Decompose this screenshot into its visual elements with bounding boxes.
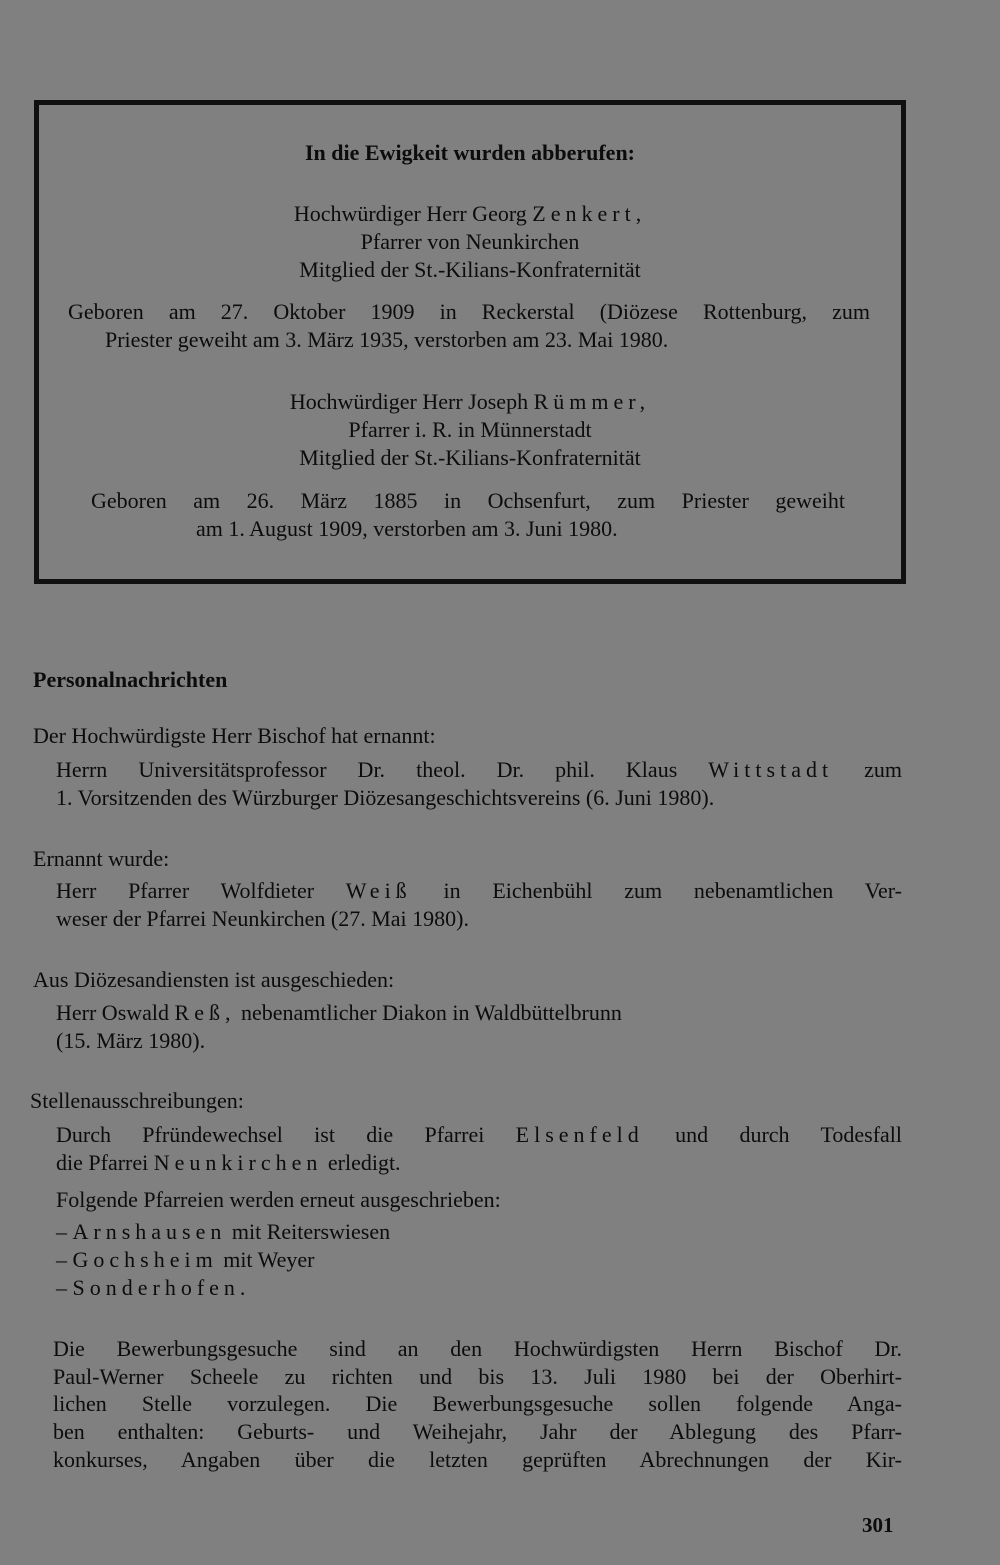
vacancies-line2 <box>56 1149 401 1177</box>
person2-bio-line1: Geboren am 26. März 1885 in Ochsenfurt, zum Priester geweiht <box>91 488 845 513</box>
obituary-heading: In die Ewigkeit wurden abberufen: <box>304 140 636 165</box>
appointed-text-b: zum <box>864 757 903 782</box>
parish-rest: mit Reiterswiesen <box>231 1219 391 1244</box>
left-intro: Aus Diözesandiensten ist ausgeschieden: <box>33 967 395 992</box>
parish-rest: mit Weyer <box>223 1247 315 1272</box>
vacancies-text-b: und durch Todesfall <box>675 1122 903 1147</box>
named-text-b: in Eichenbühl zum nebenamtlichen Ver- <box>443 878 902 903</box>
appointed-intro: Der Hochwürdigste Herr Bischof hat ernannt: <box>33 723 436 748</box>
appointed-line2: 1. Vorsitzenden des Würzburger Diözesangeschichtsvereins (6. Juni 1980). <box>56 785 715 810</box>
apply-line: lichen Stelle vorzulegen. Die Bewerbungsgesuche sollen folgende Anga- <box>53 1391 902 1416</box>
parish-dash: – <box>56 1247 67 1272</box>
parish-item <box>56 1246 315 1274</box>
person1-name-line <box>34 200 906 228</box>
left-line1 <box>56 999 622 1027</box>
apply-line: ben enthalten: Geburts- und Weihejahr, Jahr der Ablegung des Pfarr- <box>53 1419 902 1444</box>
apply-line: Die Bewerbungsgesuche sind an den Hochwürdigsten Herrn Bischof Dr. <box>53 1336 902 1361</box>
appointed-text-a: Herrn Universitätsprofessor Dr. theol. Dr. phil. Klaus <box>56 757 678 782</box>
named-name: Weiß <box>345 878 412 903</box>
vacancies-intro: Stellenausschreibungen: <box>30 1088 244 1113</box>
parish-rest: . <box>239 1275 246 1300</box>
parish-name: Sonderhofen <box>72 1275 240 1300</box>
left-text-a: Herr Oswald <box>56 1000 170 1025</box>
vacancies-name2: Neunkirchen <box>153 1150 323 1175</box>
appointed-line1 <box>56 756 902 784</box>
person2-bio-line2: am 1. August 1909, verstorben am 3. Juni 1980. <box>196 516 618 541</box>
person1-membership: Mitglied der St.-Kilians-Konfraternität <box>299 257 641 282</box>
apply-line: konkurses, Angaben über die letzten geprüften Abrechnungen der Kir- <box>53 1447 902 1472</box>
vacancies-name1: Elsenfeld <box>515 1122 644 1147</box>
vacancies-text-a: Durch Pfründewechsel ist die Pfarrei <box>56 1122 485 1147</box>
person2-membership: Mitglied der St.-Kilians-Konfraternität <box>299 445 641 470</box>
named-intro: Ernannt wurde: <box>33 846 170 871</box>
person1-prefix: Hochwürdiger Herr Georg <box>293 201 527 226</box>
left-line2: (15. März 1980). <box>56 1028 206 1053</box>
parish-item <box>56 1274 245 1302</box>
parish-name: Arnshausen <box>72 1219 227 1244</box>
parish-item <box>56 1218 390 1246</box>
reads-intro: Folgende Pfarreien werden erneut ausgeschrieben: <box>56 1187 501 1212</box>
person1-role: Pfarrer von Neunkirchen <box>360 229 580 254</box>
appointed-name: Wittstadt <box>708 757 834 782</box>
named-line1 <box>56 877 902 905</box>
person1-bio-line2: Priester geweiht am 3. März 1935, verstorben am 23. Mai 1980. <box>105 327 669 352</box>
apply-line: Paul-Werner Scheele zu richten und bis 13. Juli 1980 bei der Oberhirt- <box>53 1364 902 1389</box>
person2-role: Pfarrer i. R. in Münnerstadt <box>348 417 592 442</box>
person2-surname: Rümmer, <box>533 389 651 414</box>
person2-prefix: Hochwürdiger Herr Joseph <box>289 389 529 414</box>
person1-surname: Zenkert, <box>532 201 647 226</box>
named-line2: weser der Pfarrei Neunkirchen (27. Mai 1980). <box>56 906 469 931</box>
left-name: Reß, <box>174 1000 236 1025</box>
page-number: 301 <box>862 1513 894 1537</box>
parish-dash: – <box>56 1219 67 1244</box>
parish-dash: – <box>56 1275 67 1300</box>
left-text-b: nebenamtlicher Diakon in Waldbüttelbrunn <box>240 1000 622 1025</box>
vacancies-text-d: erledigt. <box>327 1150 401 1175</box>
named-text-a: Herr Pfarrer Wolfdieter <box>56 878 315 903</box>
vacancies-line1 <box>56 1121 902 1149</box>
person2-name-line <box>34 388 906 416</box>
parish-name: Gochsheim <box>72 1247 218 1272</box>
section-heading: Personalnachrichten <box>33 667 228 692</box>
vacancies-text-c: die Pfarrei <box>56 1150 149 1175</box>
person1-bio-line1: Geboren am 27. Oktober 1909 in Reckerstal (Diözese Rottenburg, zum <box>68 299 870 324</box>
